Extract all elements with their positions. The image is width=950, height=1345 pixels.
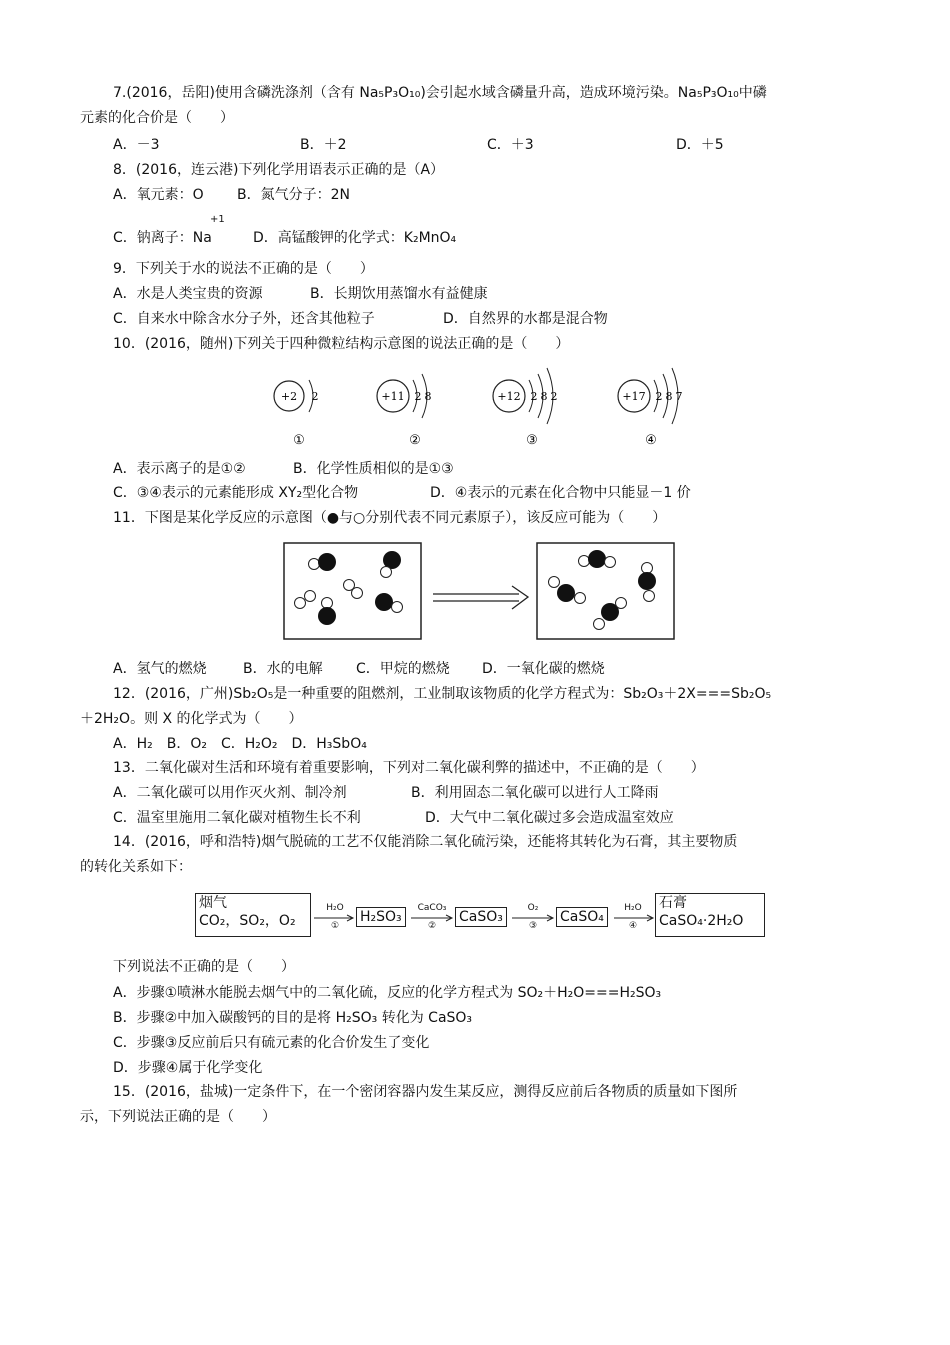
q7-option-d: D．＋5 — [676, 137, 724, 153]
atom-3-shell-1: 2 — [530, 390, 538, 403]
flow-box-h2so3: H₂SO₃ — [356, 907, 406, 927]
atom-1-nucleus: +2 — [280, 390, 298, 403]
atom-3-label: ③ — [526, 433, 538, 448]
q13-option-d: D．大气中二氧化碳过多会造成温室效应 — [425, 810, 674, 826]
atom-2-shell-1: 2 — [414, 390, 422, 403]
flow-step-1-number: ① — [330, 921, 340, 931]
q8-stem: 8．(2016，连云港)下列化学用语表示正确的是（A） — [113, 162, 445, 178]
flow-end-title: 石膏 — [659, 895, 687, 911]
product-molecules — [549, 550, 657, 630]
q11-stem: 11．下图是某化学反应的示意图（●与○分别代表不同元素原子），该反应可能为（ ） — [113, 510, 667, 526]
q11-option-c: C．甲烷的燃烧 — [356, 661, 450, 677]
flow-start-box — [195, 893, 311, 937]
atom-4-nucleus: +17 — [622, 390, 646, 403]
atom-2-nucleus: +11 — [381, 390, 405, 403]
q10-option-d: D．④表示的元素在化合物中只能显－1 价 — [430, 485, 691, 501]
atom-4-label: ④ — [645, 433, 657, 448]
flow-step-3-number: ③ — [528, 921, 538, 931]
flow-box-caso4: CaSO₄ — [556, 907, 608, 927]
q14-line1: 14．(2016，呼和浩特)烟气脱硫的工艺不仅能消除二氧化硫污染，还能将其转化为石膏，其主要物质 — [113, 834, 738, 850]
q9-option-b: B．长期饮用蒸馏水有益健康 — [310, 286, 488, 302]
q13-option-b: B．利用固态二氧化碳可以进行人工降雨 — [411, 785, 659, 801]
atom-2-shell-2: 8 — [424, 390, 432, 403]
flow-end-content: CaSO₄·2H₂O — [659, 913, 744, 929]
q14-option-c: C．步骤③反应前后只有硫元素的化合价发生了变化 — [113, 1035, 430, 1051]
reaction-arrow-icon — [433, 586, 528, 609]
q11-option-a: A．氢气的燃烧 — [113, 661, 207, 677]
q9-option-a: A．水是人类宝贵的资源 — [113, 286, 263, 302]
flow-arrow-4-icon — [614, 914, 656, 922]
q15-line2: 示，下列说法正确的是（ ） — [80, 1109, 276, 1125]
q8-charge-superscript: +1 — [210, 214, 225, 225]
flow-arrow-3-icon — [512, 914, 556, 922]
q14-line2: 的转化关系如下： — [80, 859, 192, 875]
atom-structure-diagrams — [265, 360, 695, 452]
q9-option-c: C．自来水中除含水分子外，还含其他粒子 — [113, 311, 375, 327]
q8-option-c: C．钠离子：Na — [113, 230, 212, 246]
atom-3-shell-3: 2 — [550, 390, 558, 403]
flow-box-caso3: CaSO₃ — [455, 907, 507, 927]
flow-step-2-reagent: CaCO₃ — [417, 903, 447, 913]
flow-arrow-2-icon — [411, 914, 455, 922]
q14-option-b: B．步骤②中加入碳酸钙的目的是将 H₂SO₃ 转化为 CaSO₃ — [113, 1010, 473, 1026]
q13-stem: 13．二氧化碳对生活和环境有着重要影响，下列对二氧化碳利弊的描述中，不正确的是（ ） — [113, 760, 705, 776]
q9-option-d: D．自然界的水都是混合物 — [443, 311, 608, 327]
q12-options: A．H₂ B．O₂ C．H₂O₂ D．H₃SbO₄ — [113, 736, 367, 752]
q7-option-b: B．＋2 — [300, 137, 347, 153]
q12-line1: 12．(2016，广州)Sb₂O₅是一种重要的阻燃剂，工业制取该物质的化学方程式为：Sb₂O₃＋2X===Sb₂O₅ — [113, 686, 772, 702]
flow-step-1-reagent: H₂O — [326, 903, 344, 913]
atom-diagram-3 — [493, 368, 558, 448]
q10-stem: 10．(2016，随州)下列关于四种微粒结构示意图的说法正确的是（ ） — [113, 336, 570, 352]
flow-step-3-reagent: O₂ — [527, 903, 539, 913]
q10-option-c: C．③④表示的元素能形成 XY₂型化合物 — [113, 485, 359, 501]
atom-4-shell-2: 8 — [665, 390, 673, 403]
flow-step-2-number: ② — [427, 921, 437, 931]
q8-option-d: D．高锰酸钾的化学式：K₂MnO₄ — [253, 230, 457, 246]
q13-option-a: A．二氧化碳可以用作灭火剂、制冷剂 — [113, 785, 347, 801]
q14-option-d: D．步骤④属于化学变化 — [113, 1060, 263, 1076]
q10-option-a: A．表示离子的是①② — [113, 461, 246, 477]
q7-option-c: C．＋3 — [487, 137, 534, 153]
flow-start-title: 烟气 — [199, 895, 227, 911]
q14-option-a: A．步骤①喷淋水能脱去烟气中的二氧化硫，反应的化学方程式为 SO₂＋H₂O===H₂SO₃ — [113, 985, 662, 1001]
atom-diagram-2 — [377, 374, 432, 448]
q9-stem: 9．下列关于水的说法不正确的是（ ） — [113, 261, 374, 277]
flow-end-box — [655, 893, 765, 937]
q8-option-a: A．氧元素：O — [113, 187, 204, 203]
q14-stem2: 下列说法不正确的是（ ） — [113, 959, 295, 975]
q12-line2: ＋2H₂O。则 X 的化学式为（ ） — [80, 711, 303, 727]
atom-4-shell-3: 7 — [675, 390, 683, 403]
q11-option-d: D．一氧化碳的燃烧 — [482, 661, 605, 677]
flow-step-4-number: ④ — [628, 921, 638, 931]
atom-diagram-1 — [274, 380, 319, 448]
flow-arrow-1-icon — [314, 914, 356, 922]
q7-line2: 元素的化合价是（ ） — [80, 110, 234, 126]
q8-option-b: B．氮气分子：2N — [237, 187, 350, 203]
q7-option-a: A．－3 — [113, 137, 160, 153]
reaction-diagram — [282, 541, 678, 642]
q7-line1: 7.(2016，岳阳)使用含磷洗涤剂（含有 Na₅P₃O₁₀)会引起水域含磷量升高，造成环境污染。Na₅P₃O₁₀中磷 — [113, 85, 767, 101]
atom-3-nucleus: +12 — [497, 390, 521, 403]
atom-4-shell-1: 2 — [655, 390, 663, 403]
q15-line1: 15．(2016，盐城)一定条件下，在一个密闭容器内发生某反应，测得反应前后各物质的质量如下图所 — [113, 1084, 738, 1100]
flow-start-content: CO₂，SO₂，O₂ — [199, 913, 296, 929]
reactant-molecules — [295, 551, 403, 625]
q10-option-b: B．化学性质相似的是①③ — [293, 461, 454, 477]
atom-diagram-4 — [618, 368, 683, 448]
flow-step-4-reagent: H₂O — [624, 903, 642, 913]
atom-2-label: ② — [409, 433, 421, 448]
q13-option-c: C．温室里施用二氧化碳对植物生长不利 — [113, 810, 361, 826]
atom-3-shell-2: 8 — [540, 390, 548, 403]
atom-1-shell-1: 2 — [311, 390, 319, 403]
q11-option-b: B．水的电解 — [243, 661, 323, 677]
atom-1-label: ① — [293, 433, 305, 448]
